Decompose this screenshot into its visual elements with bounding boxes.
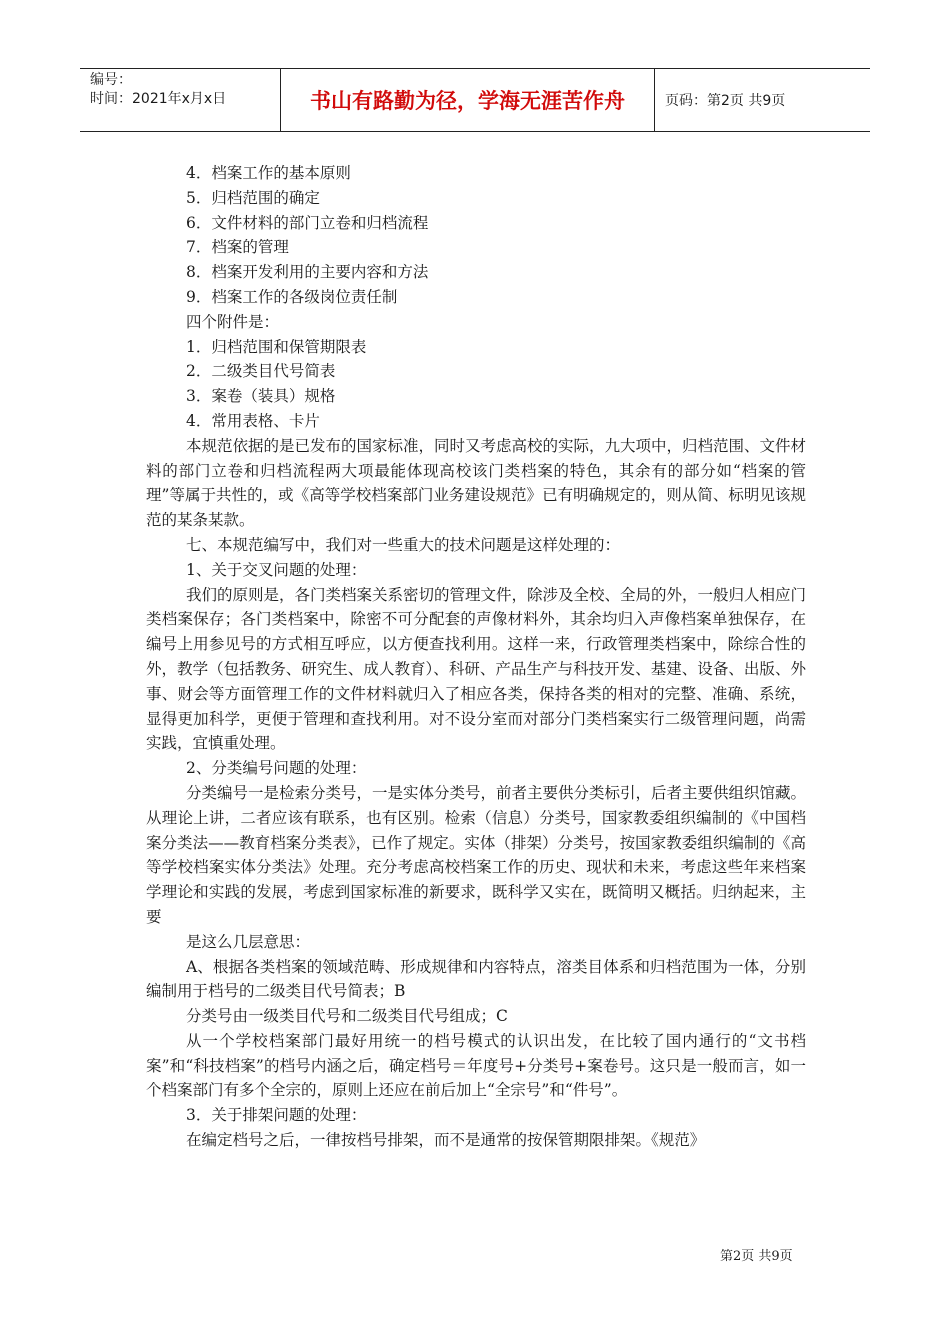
page-footer: 第2页 共9页 bbox=[720, 1249, 793, 1264]
list-item: 4．档案工作的基本原则 bbox=[186, 164, 351, 182]
subsection-heading: 1、关于交叉问题的处理： bbox=[186, 560, 367, 579]
list-item: 1．归档范围和保管期限表 bbox=[186, 337, 367, 356]
paragraph: 从一个学校档案部门最好用统一的档号模式的认识出发，在比较了国内通行的“文书档案”和“科技档案”的档号内涵之后，确定档号＝年度号+分类号+案卷号。这只是一般而言，如一个档案部门有多个全宗的，原则上还应在前后加上“全宗号”和“件号”。 bbox=[146, 1031, 806, 1100]
list-item: 四个附件是： bbox=[186, 312, 280, 331]
header-meta bbox=[80, 69, 280, 131]
paragraph: 我们的原则是，各门类档案关系密切的管理文件，除涉及全校、全局的外，一般归人相应门类档案保存；各门类档案中，除密不可分配套的声像材料外，其余均归入声像档案单独保存，在编号上用参见号的方式相互呼应，以方便查找利用。这样一来，行政管理类档案中，除综合性的外，教学（包括教务、研究生、成人教育）、科研、产品生产与科技开发、基建、设备、出版、外事、财会等方面管理工作的文件材料就归入了相应各类，保持各类的相对的完整、准确、系统，显得更加科学，更便于管理和查找利用。对不设分室而对部分门类档案实行二级管理问题，尚需实践，宜慎重处理。 bbox=[146, 585, 807, 753]
list-item: 2．二级类目代号简表 bbox=[186, 362, 336, 381]
list-item: 9．档案工作的各级岗位责任制 bbox=[186, 287, 398, 306]
list-item: 3．案卷（装具）规格 bbox=[186, 387, 336, 406]
paragraph: 是这么几层意思： bbox=[186, 932, 311, 951]
paragraph: 在编定档号之后，一律按档号排架，而不是通常的按保管期限排架。《规范》 bbox=[186, 1131, 706, 1150]
document-body bbox=[146, 161, 806, 1153]
header-page-info: 页码：第2页 共9页 bbox=[665, 93, 786, 109]
header-motto: 书山有路勤为径，学海无涯苦作舟 bbox=[280, 69, 655, 131]
list-item: 8．档案开发利用的主要内容和方法 bbox=[186, 263, 429, 282]
paragraph: 分类编号一是检索分类号，一是实体分类号，前者主要供分类标引，后者主要供组织馆藏。从理论上讲，二者应该有联系，也有区别。检索（信息）分类号，国家教委组织编制的《中国档案分类法——教育档案分类表》，已作了规定。实体（排架）分类号，按国家教委组织编制的《高等学校档案实体分类法》处理。充分考虑高校档案工作的历史、现状和未来，考虑这些年来档案学理论和实践的发展，考虑到国家标准的新要求，既科学又实在，既简明又概括。归纳起来，主要 bbox=[146, 783, 807, 926]
section-heading: 七、本规范编写中，我们对一些重大的技术问题是这样处理的： bbox=[186, 535, 621, 554]
list-item: 5．归档范围的确定 bbox=[186, 188, 320, 207]
list-item: 6．文件材料的部门立卷和归档流程 bbox=[186, 213, 429, 232]
paragraph: 本规范依据的是已发布的国家标准，同时又考虑高校的实际，九大项中，归档范围、文件材料的部门立卷和归档流程两大项最能体现高校该门类档案的特色，其余有的部分如“档案的管理”等属于共性的，或《高等学校档案部门业务建设规范》已有明确规定的，则从简、标明见该规范的某条某款。 bbox=[146, 436, 807, 530]
number-label: 编号： bbox=[90, 72, 132, 88]
page-header bbox=[80, 68, 870, 132]
subsection-heading: 3．关于排架问题的处理： bbox=[186, 1106, 367, 1125]
list-item: 7．档案的管理 bbox=[186, 238, 289, 257]
time-label: 时间：2021年x月x日 bbox=[90, 91, 227, 107]
subsection-heading: 2、分类编号问题的处理： bbox=[186, 759, 367, 778]
paragraph: A、根据各类档案的领域范畴、形成规律和内容特点，溶类目体系和归档范围为一体，分别编制用于档号的二级类目代号简表；B bbox=[146, 957, 806, 1001]
paragraph: 分类号由一级类目代号和二级类目代号组成；C bbox=[186, 1007, 508, 1026]
list-item: 4．常用表格、卡片 bbox=[186, 411, 320, 430]
